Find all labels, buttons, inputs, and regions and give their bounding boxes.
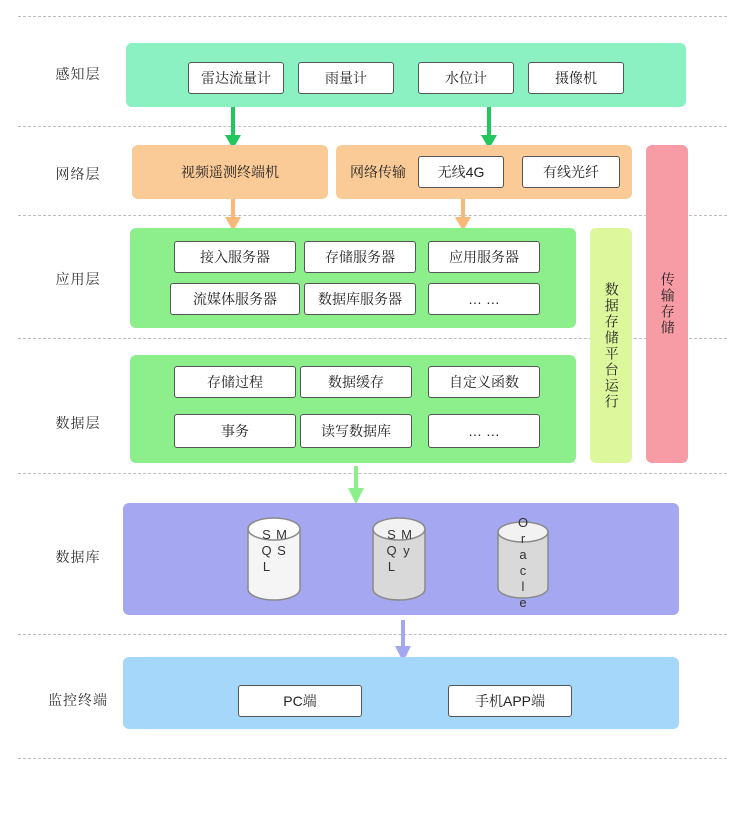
database-label-oracle: Oracle — [515, 515, 531, 611]
arrow-database-to-monitor — [392, 620, 414, 662]
network-wired-fiber[interactable]: 有线光纤 — [522, 156, 620, 188]
app-storage-server[interactable]: 存储服务器 — [304, 241, 416, 273]
layer-label-perception: 感知层 — [55, 66, 101, 82]
data-stored-procedure[interactable]: 存储过程 — [174, 366, 296, 398]
arrow-video-terminal-to-application — [222, 199, 244, 231]
monitor-band — [123, 657, 679, 729]
divider-perception-network — [18, 126, 727, 127]
data-custom-function[interactable]: 自定义函数 — [428, 366, 540, 398]
transport-label: 传输存储 — [659, 272, 676, 336]
platform-label: 数据存储平台运行 — [603, 281, 620, 410]
monitor-pc-client[interactable]: PC端 — [238, 685, 362, 717]
data-more[interactable]: … … — [428, 414, 540, 448]
layer-label-application: 应用层 — [55, 271, 101, 287]
divider-bottom — [18, 758, 727, 759]
sensor-radar-flowmeter[interactable]: 雷达流量计 — [188, 62, 284, 94]
network-wireless-4g[interactable]: 无线4G — [418, 156, 504, 188]
app-access-server[interactable]: 接入服务器 — [174, 241, 296, 273]
arrow-perception-to-video-terminal — [222, 107, 244, 149]
app-streaming-server[interactable]: 流媒体服务器 — [170, 283, 300, 315]
arrow-perception-to-network-transmission — [478, 107, 500, 149]
app-more[interactable]: … … — [428, 283, 540, 315]
database-label-ms-sql: MS SQL — [259, 527, 289, 575]
layer-label-network: 网络层 — [55, 166, 101, 182]
app-application-server[interactable]: 应用服务器 — [428, 241, 540, 273]
sensor-water-level[interactable]: 水位计 — [418, 62, 514, 94]
data-read-write-db[interactable]: 读写数据库 — [300, 414, 412, 448]
layer-label-data: 数据层 — [55, 415, 101, 431]
database-label-my-sql: My SQL — [384, 527, 414, 575]
divider-database-monitor — [18, 634, 727, 635]
divider-network-application — [18, 215, 727, 216]
divider-data-database — [18, 473, 727, 474]
data-transaction[interactable]: 事务 — [174, 414, 296, 448]
arrow-data-to-database — [345, 466, 367, 504]
arrow-network-to-application — [452, 199, 474, 231]
divider-top — [18, 16, 727, 17]
video-telemetry-terminal[interactable]: 视频遥测终端机 — [181, 164, 279, 180]
layer-label-monitor: 监控终端 — [48, 692, 108, 708]
data-cache[interactable]: 数据缓存 — [300, 366, 412, 398]
monitor-mobile-app-client[interactable]: 手机APP端 — [448, 685, 572, 717]
app-database-server[interactable]: 数据库服务器 — [304, 283, 416, 315]
network-transmission-label: 网络传输 — [350, 164, 406, 180]
layer-label-database: 数据库 — [55, 549, 101, 565]
sensor-camera[interactable]: 摄像机 — [528, 62, 624, 94]
sensor-rain-gauge[interactable]: 雨量计 — [298, 62, 394, 94]
